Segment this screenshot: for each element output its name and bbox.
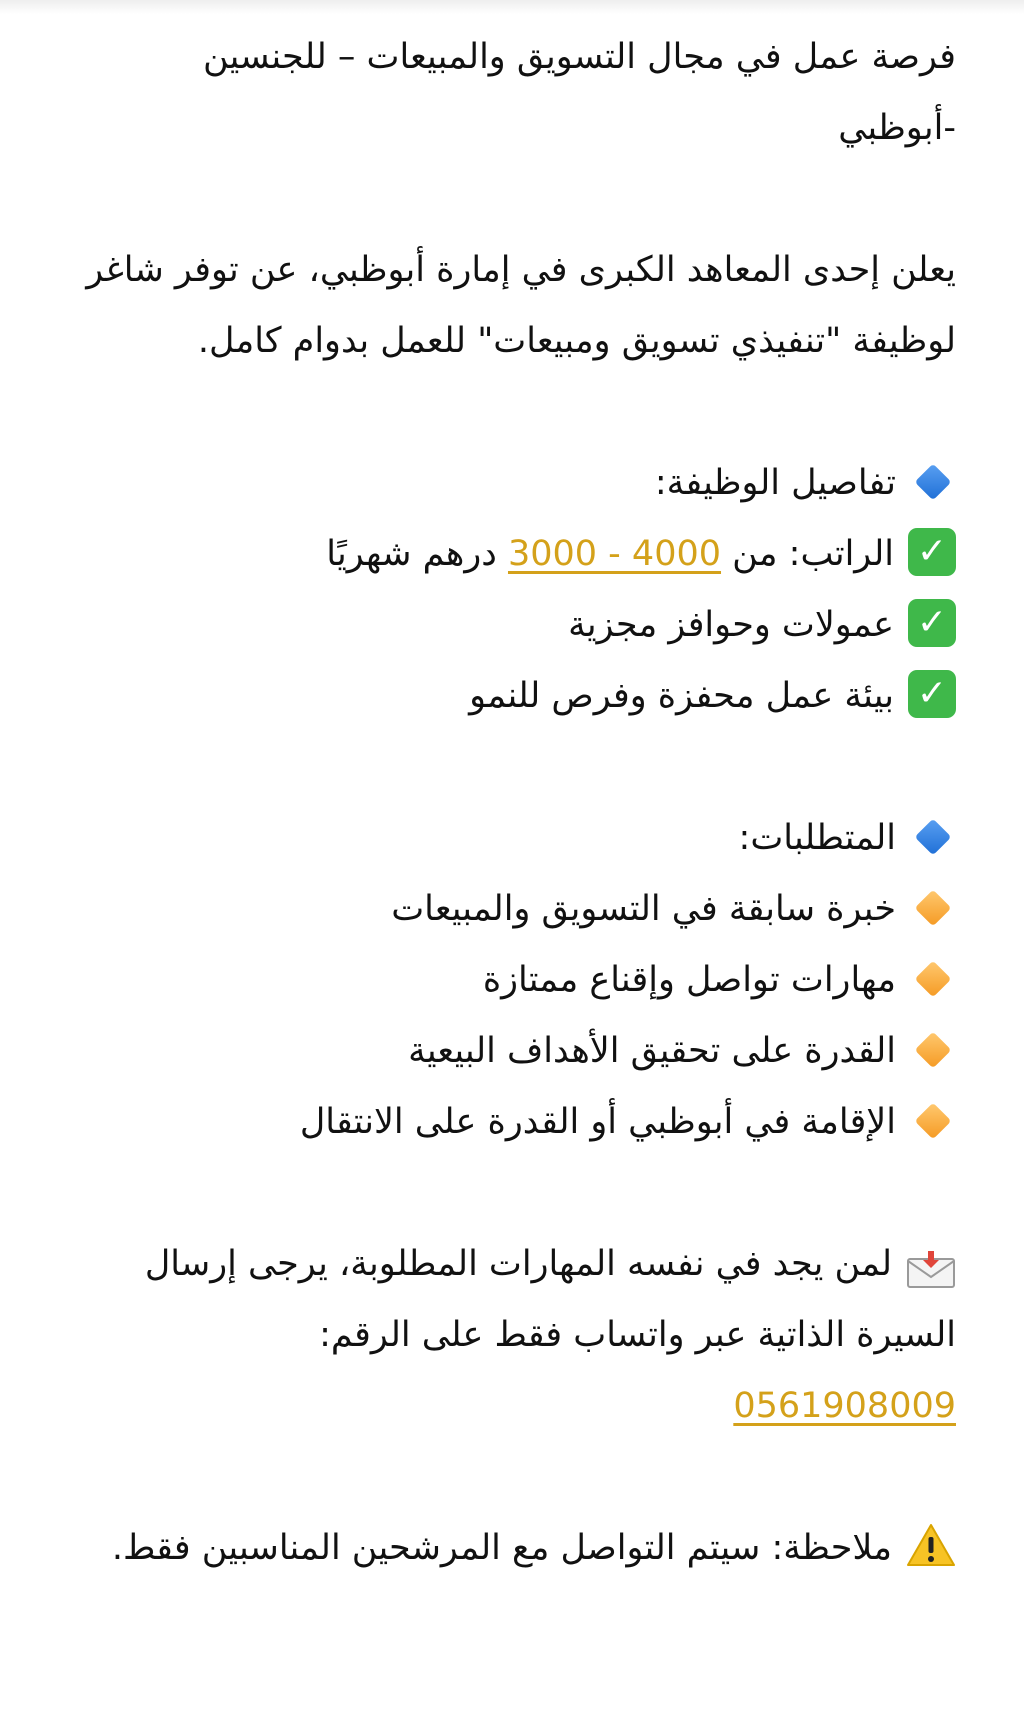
details-heading: تفاصيل الوظيفة:: [654, 463, 896, 503]
requirement-text: الإقامة في أبوظبي أو القدرة على الانتقال: [299, 1102, 896, 1142]
note-paragraph: [80, 1513, 956, 1584]
detail-text: بيئة عمل محفزة وفرص للنمو: [469, 676, 894, 716]
salary-prefix: الراتب: من: [732, 534, 894, 574]
top-fade: [0, 0, 1024, 14]
requirement-text: القدرة على تحقيق الأهداف البيعية: [408, 1031, 896, 1071]
phone-row: [80, 1371, 956, 1442]
detail-item-environment: [80, 661, 956, 732]
requirement-item: [80, 945, 956, 1016]
message-title-line-2: -أبوظبي: [838, 108, 956, 148]
note-text: ملاحظة: سيتم التواصل مع المرشحين المناسبين فقط.: [111, 1528, 892, 1568]
requirements-heading-row: [80, 803, 956, 874]
spacer: [80, 377, 956, 448]
requirement-item: [80, 1087, 956, 1158]
spacer: [80, 1158, 956, 1229]
spacer: [80, 164, 956, 235]
message-body: [80, 22, 956, 1584]
apply-paragraph: [80, 1229, 956, 1371]
requirement-text: مهارات تواصل وإقناع ممتازة: [482, 960, 896, 1000]
salary-suffix: درهم شهريًا: [326, 534, 497, 574]
orange-diamond-icon: [915, 961, 952, 998]
intro-paragraph: يعلن إحدى المعاهد الكبرى في إمارة أبوظبي، عن توفر شاغر لوظيفة "تنفيذي تسويق ومبيعات" للعمل بدوام كامل.: [86, 250, 956, 361]
check-mark-button-icon: ✓: [908, 599, 956, 647]
spacer: [80, 1442, 956, 1513]
apply-text: لمن يجد في نفسه المهارات المطلوبة، يرجى إرسال السيرة الذاتية عبر واتساب فقط على الرقم:: [144, 1244, 956, 1355]
salary-range-link[interactable]: 3000 - 4000: [507, 534, 722, 574]
orange-diamond-icon: [915, 890, 952, 927]
orange-diamond-icon: [915, 1032, 952, 1069]
details-heading-row: [80, 448, 956, 519]
check-mark-button-icon: ✓: [908, 528, 956, 576]
blue-diamond-icon: [915, 464, 952, 501]
salary-row: [80, 519, 956, 590]
message-title-line-1: فرصة عمل في مجال التسويق والمبيعات – للجنسين: [202, 37, 956, 77]
requirements-heading: المتطلبات:: [738, 818, 896, 858]
detail-text: عمولات وحوافز مجزية: [568, 605, 894, 645]
warning-icon: [906, 1522, 956, 1568]
requirement-text: خبرة سابقة في التسويق والمبيعات: [391, 889, 896, 929]
phone-number-link[interactable]: 0561908009: [733, 1386, 956, 1426]
requirement-item: [80, 874, 956, 945]
orange-diamond-icon: [915, 1103, 952, 1140]
detail-item-commissions: [80, 590, 956, 661]
blue-diamond-icon: [915, 819, 952, 856]
spacer: [80, 732, 956, 803]
requirement-item: [80, 1016, 956, 1087]
incoming-envelope-icon: [906, 1243, 956, 1281]
check-mark-button-icon: ✓: [908, 670, 956, 718]
